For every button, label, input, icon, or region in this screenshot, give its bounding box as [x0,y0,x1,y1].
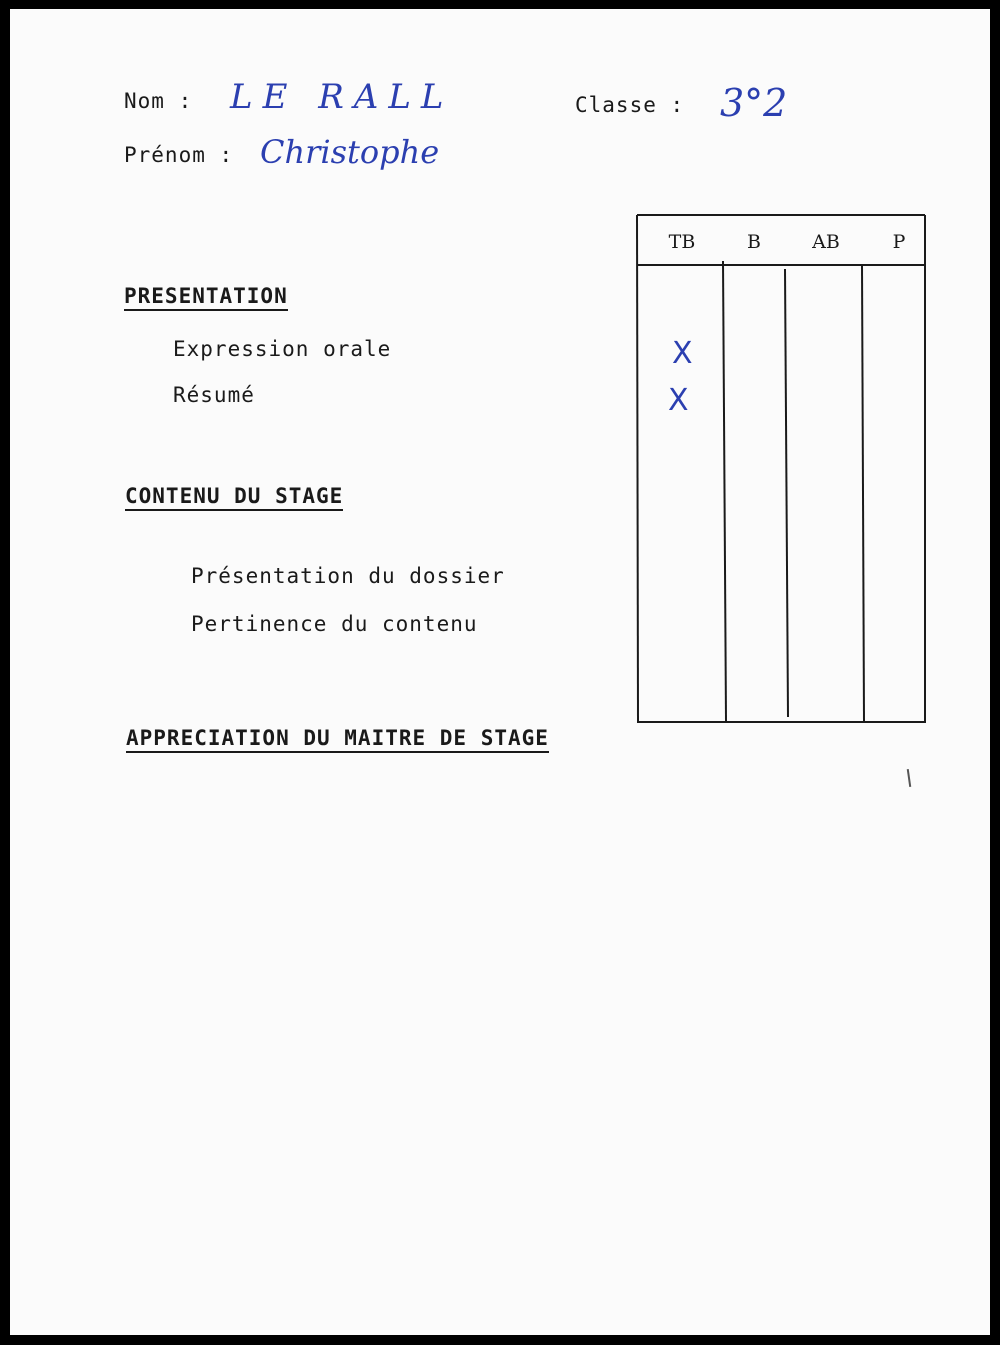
mark-expression-orale: X [672,336,693,371]
prenom-label: Prénom : [124,143,234,167]
paper-mark [907,769,911,787]
criterion-pertinence-contenu: Pertinence du contenu [191,612,478,636]
criterion-resume: Résumé [173,383,255,407]
nom-label: Nom : [124,89,193,113]
grid-lines [635,213,927,725]
classe-label: Classe : [575,93,685,117]
mark-resume: X [668,383,689,418]
section-title-presentation: PRESENTATION [124,284,288,311]
classe-value: 3°2 [720,81,788,125]
col-header-tb: TB [668,231,696,253]
prenom-value: Christophe [260,133,440,171]
col-header-ab: AB [812,231,840,253]
evaluation-form [10,9,990,1335]
rating-grid [635,213,927,725]
criterion-presentation-dossier: Présentation du dossier [191,564,505,588]
nom-value: LE RALL [230,77,454,117]
section-title-appreciation: APPRECIATION DU MAITRE DE STAGE [126,726,549,753]
criterion-expression-orale: Expression orale [173,337,392,361]
col-header-p: P [892,231,906,253]
col-header-b: B [747,231,761,253]
section-title-contenu: CONTENU DU STAGE [125,484,343,511]
